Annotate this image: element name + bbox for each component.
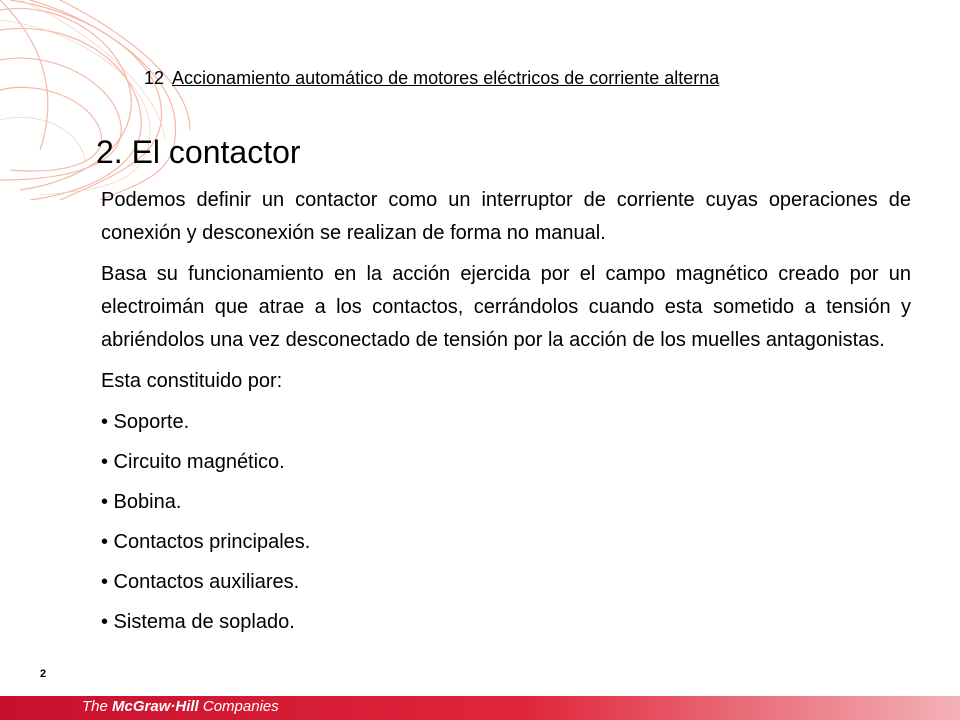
logo-suffix: Companies — [198, 698, 279, 715]
logo-prefix: The — [82, 698, 113, 715]
paragraph-functioning: Basa su funcionamiento en la acción ejercida por el campo magnético creado por un electroimán que atrae a los contactos, cerrándolos cuando esta sometido a tensión y abriéndolos una vez desconectado de tensión por la acción de los muelles antagonistas. — [101, 263, 911, 351]
footer-bar — [0, 696, 960, 720]
components-list — [101, 406, 911, 638]
paragraph-definition: Podemos definir un contactor como un interruptor de corriente cuyas operaciones de conexión y desconexión se realizan de forma no manual. — [101, 189, 911, 244]
slide-title: 2. El contactor — [96, 134, 301, 170]
list-item: • Sistema de soplado. — [101, 611, 295, 633]
logo-brand: McGraw·Hill — [112, 698, 199, 715]
chapter-number: 12 — [144, 68, 165, 88]
chapter-header — [144, 66, 719, 90]
list-item: • Soporte. — [101, 411, 190, 433]
list-item: • Contactos auxiliares. — [101, 571, 300, 593]
list-item: • Contactos principales. — [101, 531, 311, 553]
list-item: • Circuito magnético. — [101, 451, 285, 473]
chapter-title: Accionamiento automático de motores eléctricos de corriente alterna — [172, 68, 720, 88]
paragraph-components-intro: Esta constituido por: — [101, 370, 283, 392]
page-number: 2 — [40, 668, 47, 680]
list-item: • Bobina. — [101, 491, 182, 513]
slide-content — [101, 184, 911, 646]
publisher-logo — [82, 698, 279, 715]
